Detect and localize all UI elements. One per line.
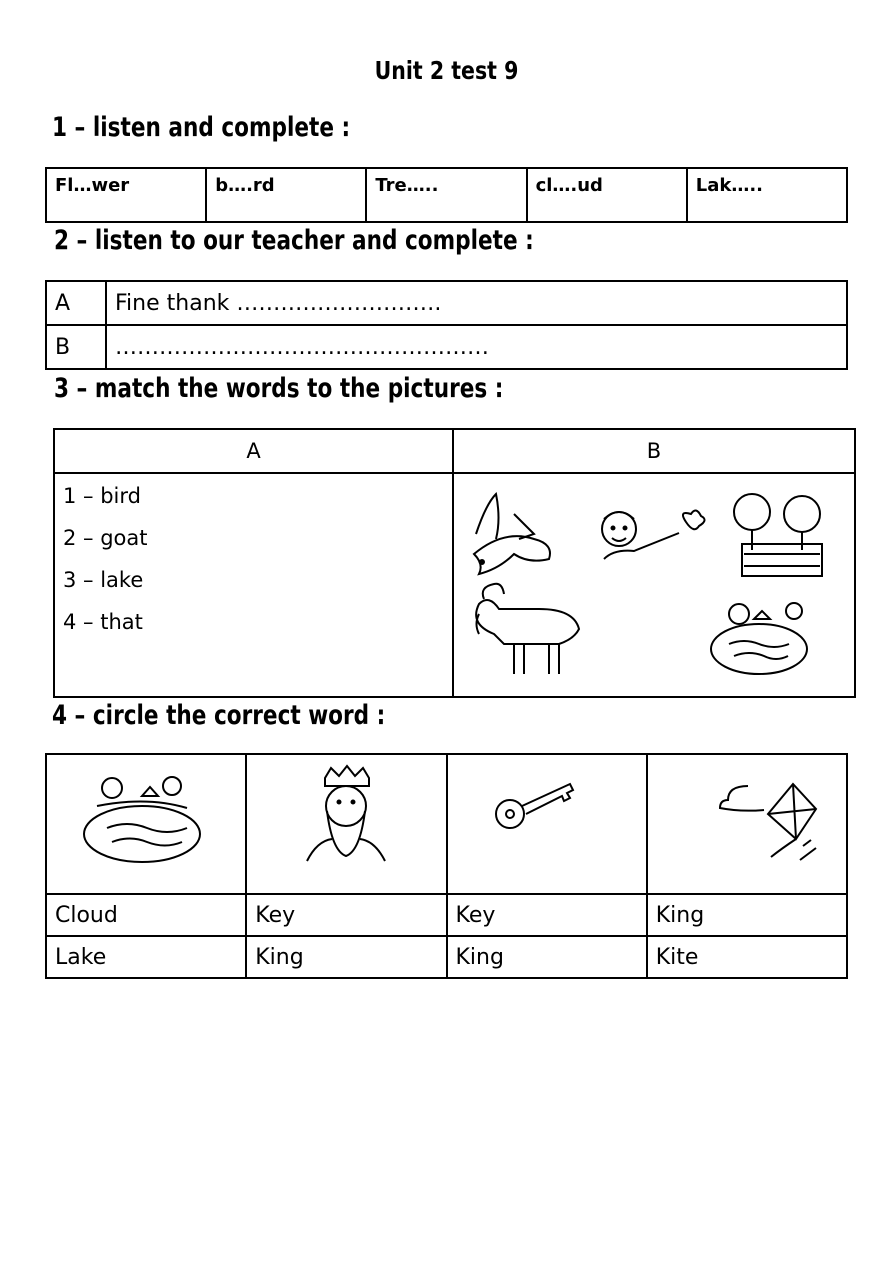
- section1-heading: 1 – listen and complete :: [52, 112, 351, 143]
- word-option[interactable]: King: [447, 936, 647, 978]
- dialogue-line: Fine thank ……………………….: [106, 281, 847, 325]
- table-row: [46, 325, 847, 369]
- list-item: 2 – goat: [63, 526, 148, 550]
- row-label: A: [46, 281, 106, 325]
- bird-icon: [474, 494, 550, 574]
- word-option[interactable]: Key: [246, 894, 446, 936]
- list-item: 3 – lake: [63, 568, 144, 592]
- section3-table: [53, 428, 856, 698]
- word-option[interactable]: Cloud: [46, 894, 246, 936]
- column-a-header: A: [54, 429, 453, 473]
- pictures-panel: [454, 474, 854, 696]
- section3-heading: 3 – match the words to the pictures :: [54, 373, 504, 404]
- lake-icon: [711, 603, 807, 674]
- kite-icon: [648, 756, 844, 892]
- word-list: [55, 474, 452, 652]
- blank-word-cell: cl….ud: [527, 168, 687, 222]
- trees-icon: [734, 494, 822, 576]
- word-option[interactable]: King: [246, 936, 446, 978]
- key-icon: [448, 756, 644, 892]
- section4-heading: 4 – circle the correct word :: [52, 700, 386, 731]
- blank-word-cell: Fl…wer: [46, 168, 206, 222]
- list-item: 4 – that: [63, 610, 143, 634]
- word-option[interactable]: Key: [447, 894, 647, 936]
- blank-word-cell: Lak…..: [687, 168, 847, 222]
- section4-table: [45, 753, 848, 979]
- goat-icon: [476, 584, 579, 674]
- row-label: B: [46, 325, 106, 369]
- column-b-header: B: [453, 429, 855, 473]
- word-option[interactable]: Lake: [46, 936, 246, 978]
- page-title: Unit 2 test 9: [374, 56, 519, 85]
- blank-word-cell: b….rd: [206, 168, 366, 222]
- king-icon: [247, 756, 443, 892]
- section2-heading: 2 – listen to our teacher and complete :: [54, 225, 534, 256]
- lake-icon: [47, 756, 243, 892]
- section1-table: [45, 167, 848, 223]
- word-option[interactable]: King: [647, 894, 847, 936]
- blank-word-cell: Tre…..: [366, 168, 526, 222]
- table-row: [46, 281, 847, 325]
- list-item: 1 – bird: [63, 484, 141, 508]
- word-option[interactable]: Kite: [647, 936, 847, 978]
- section2-table: [45, 280, 848, 370]
- boy-pointing-icon: [602, 510, 705, 559]
- dialogue-line: ……………………………………………: [106, 325, 847, 369]
